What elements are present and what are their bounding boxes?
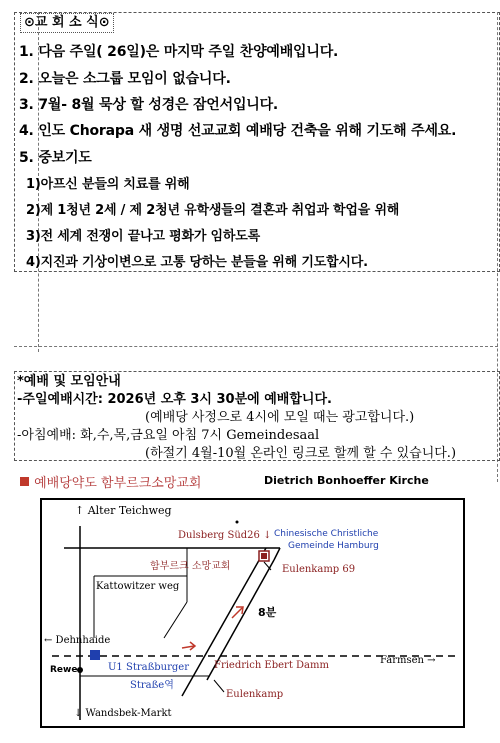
church-map-header — [20, 472, 429, 491]
divider — [14, 346, 498, 347]
label-ubahn-2: Straße역 — [130, 680, 174, 691]
label-hope-church: 함부르크 소망교회 — [150, 561, 231, 572]
label-dulsberg: Dulsberg Süd26 ↓ — [178, 530, 272, 541]
service-title: *예배 및 모임안내 — [17, 374, 121, 389]
news-title: ⊙교 회 소 식⊙ — [20, 13, 114, 33]
rewe-dot-icon — [77, 667, 83, 673]
label-friedrich-ebert-damm: Friedrich Ebert Damm — [214, 660, 329, 671]
prayer-item: 1)아프신 분들의 치료를 위해 — [26, 177, 190, 192]
route-arrow-icon — [232, 608, 242, 618]
church-name-korean: 예배당약도 함부르크소망교회 — [34, 476, 202, 491]
label-dehnhaide: ← Dehnhaide — [44, 635, 111, 646]
label-eulenkamp: Eulenkamp — [226, 689, 284, 700]
label-walk-time: 8분 — [258, 606, 277, 619]
sunday-service-time: -주일예배시간: 2026년 오후 3시 30분에 예배합니다. — [17, 392, 332, 407]
church-name-german: Dietrich Bonhoeffer Kirche — [264, 474, 429, 487]
label-alter-teichweg: ↑ Alter Teichweg — [75, 504, 172, 517]
news-item: 4. 인도 Chorapa 새 생명 선교교회 예배당 건축을 위해 기도해 주세요. — [19, 123, 457, 139]
news-item: 1. 다음 주일( 26일)은 마지막 주일 찬양예배입니다. — [19, 44, 339, 60]
label-ubahn-1: U1 Straßburger — [108, 662, 189, 673]
news-item: 2. 오늘은 소그룹 모임이 없습니다. — [19, 71, 231, 87]
news-item: 5. 중보기도 — [19, 150, 92, 166]
prayer-item: 2)제 1청년 2세 / 제 2청년 유학생들의 결혼과 취업과 학업을 위해 — [26, 203, 400, 218]
label-kattowitzer-weg: Kattowitzer weg — [96, 581, 180, 592]
label-farmsen: Farmsen → — [380, 655, 436, 666]
church-map — [40, 498, 465, 728]
morning-service-note: (하절기 4월-10월 온라인 링크로 할께 할 수 있습니다.) — [145, 446, 457, 461]
prayer-item: 3)전 세계 전쟁이 끝나고 평화가 임하도록 — [26, 229, 260, 244]
label-chinese-church-2: Gemeinde Hamburg — [288, 541, 379, 551]
prayer-item: 4)지진과 기상이변으로 고통 당하는 분들을 위해 기도합시다. — [26, 255, 368, 270]
label-eulenkamp-69: Eulenkamp 69 — [282, 564, 356, 575]
morning-service-time: -아침예배: 화,수,목,금요일 아침 7시 Gemeindesaal — [17, 428, 320, 443]
label-wandsbek-markt: ↓ Wandsbek-Markt — [74, 708, 172, 719]
news-item: 3. 7월- 8월 묵상 할 성경은 잠언서입니다. — [19, 97, 279, 113]
sunday-service-note: (예배당 사정으로 4시에 모일 때는 광고합니다.) — [145, 410, 415, 425]
square-bullet-icon — [20, 477, 29, 486]
label-rewe: Rewe — [50, 665, 78, 675]
pointer-arrow-icon — [214, 680, 224, 692]
ubahn-station-icon — [90, 650, 100, 660]
label-chinese-church-1: Chinesische Christliche — [274, 529, 379, 539]
